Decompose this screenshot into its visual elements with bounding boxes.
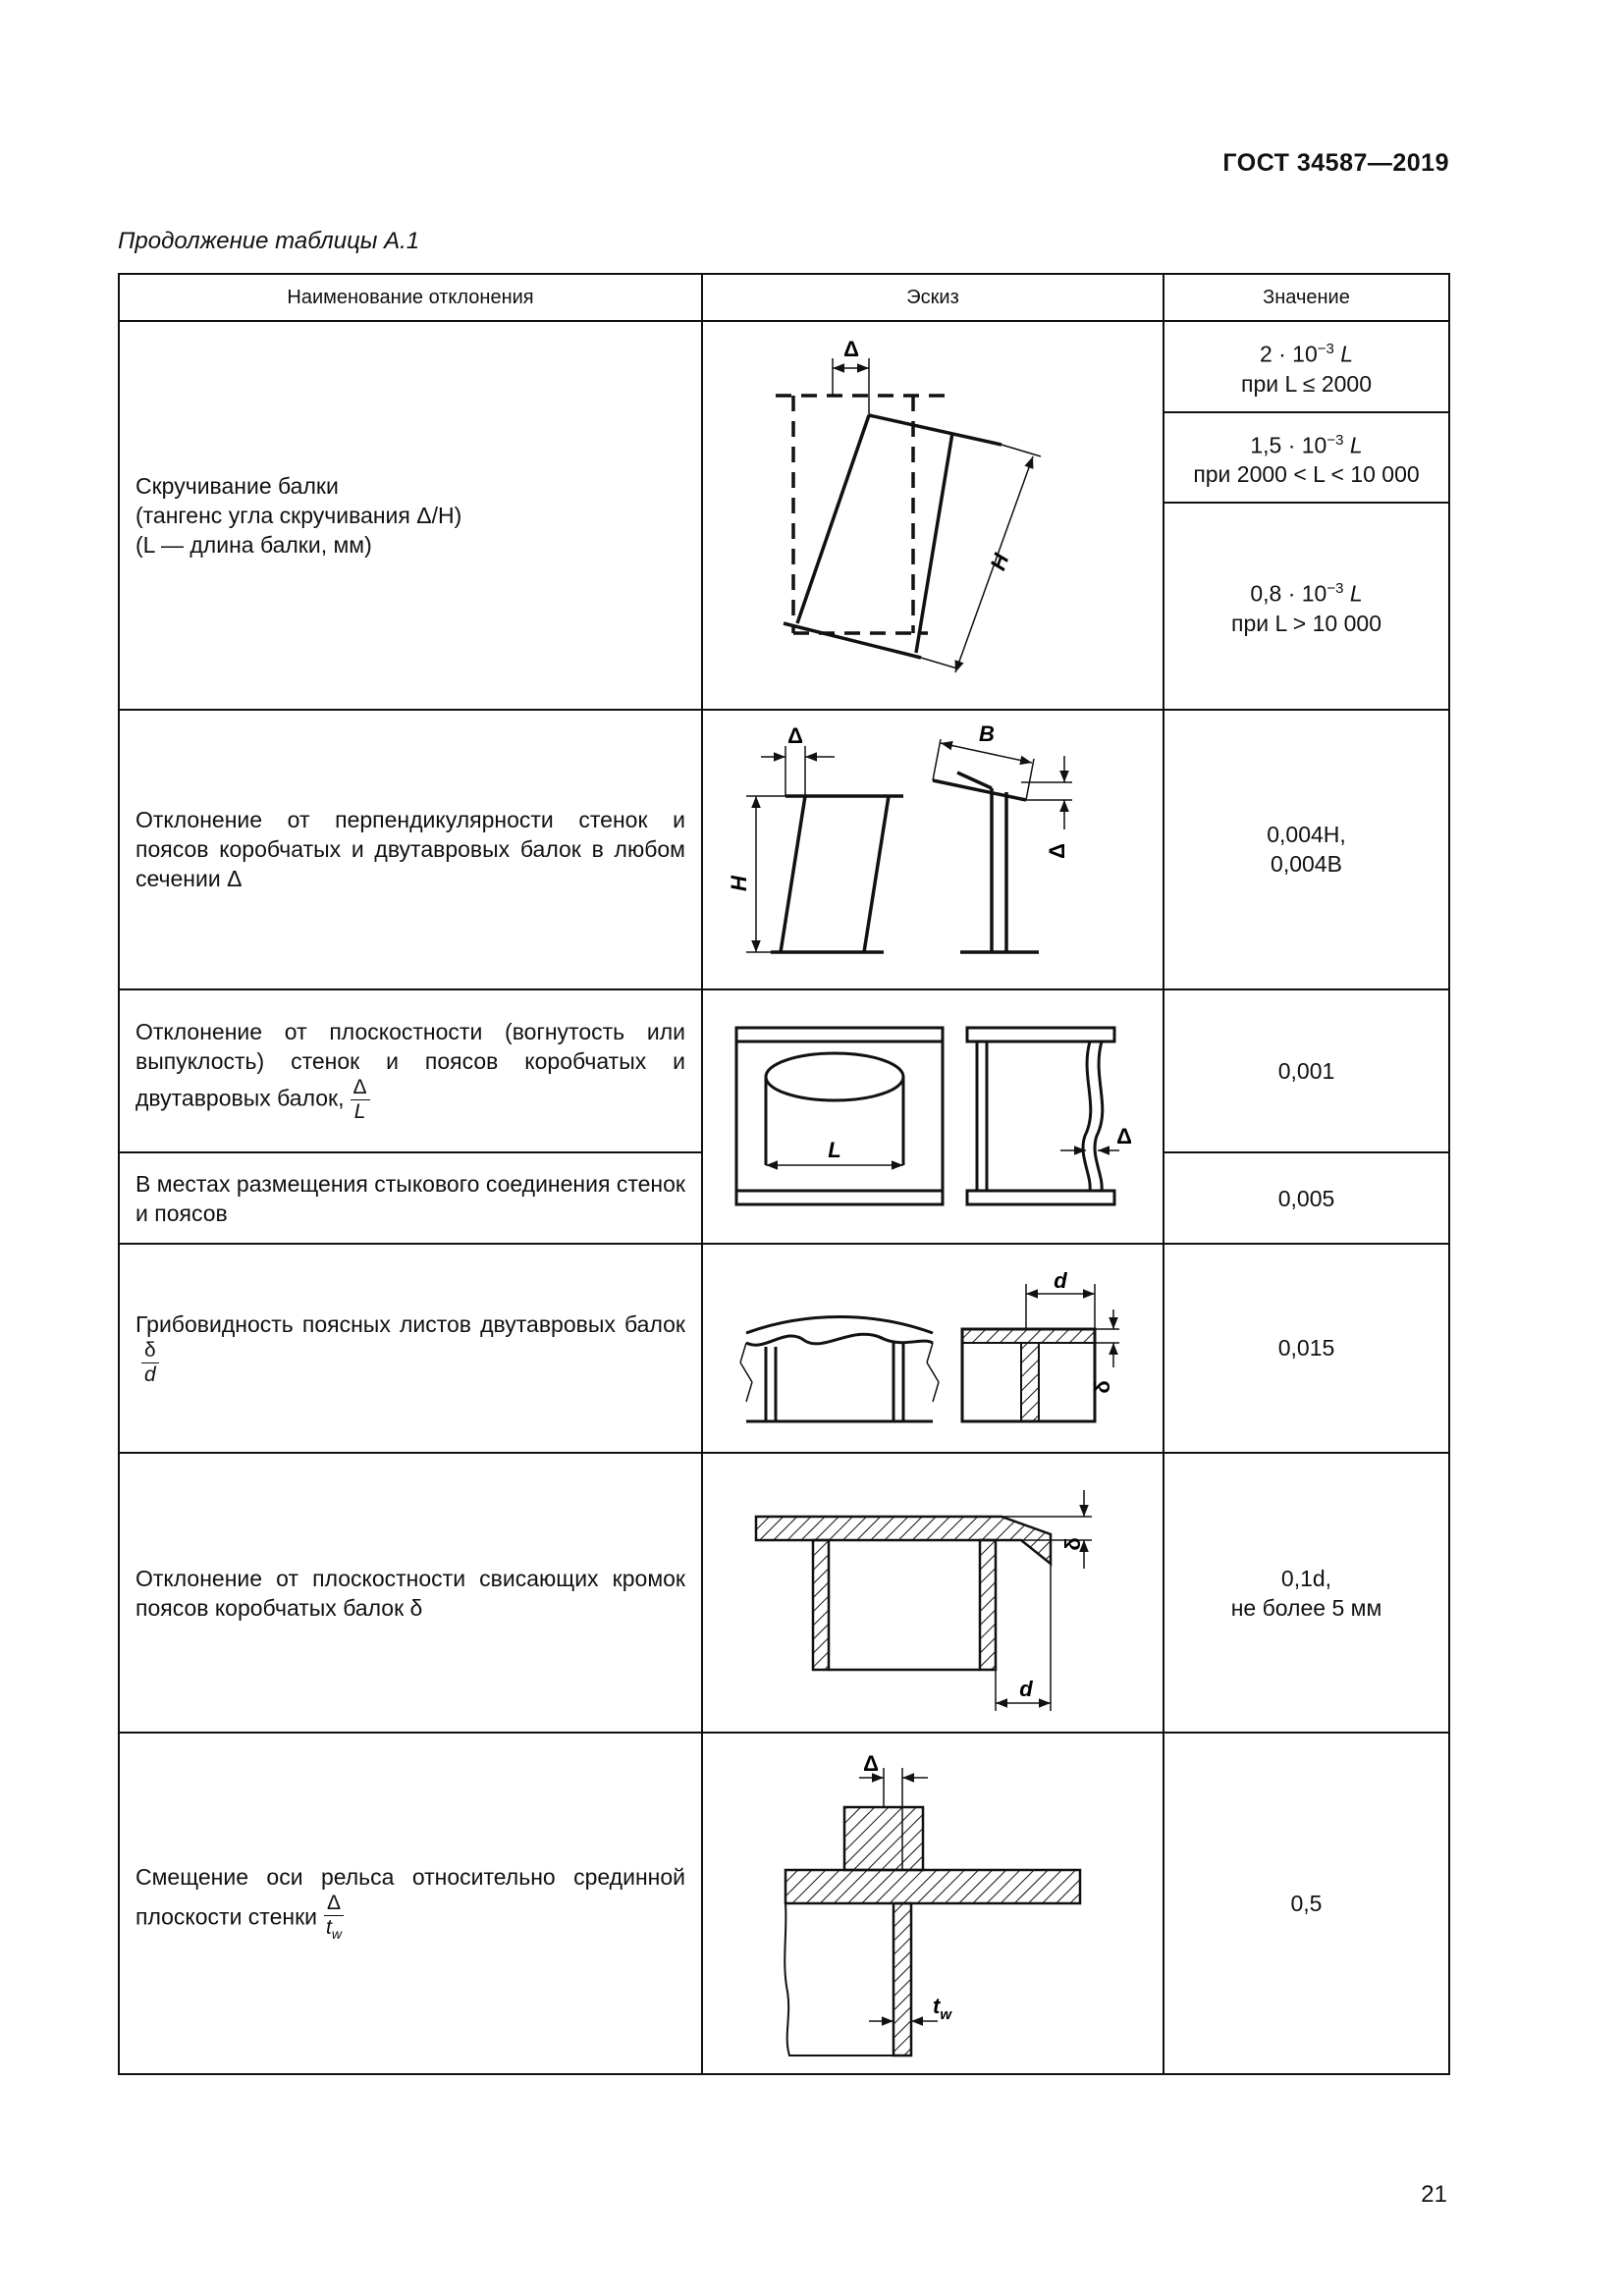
deviation-name — [119, 321, 702, 710]
value-text: 0,004H, — [1267, 822, 1346, 848]
table-row — [119, 1453, 1449, 1733]
value-cell — [1164, 710, 1449, 988]
deviation-table — [118, 273, 1450, 2075]
value-text: 1,5 · 10 — [1250, 432, 1327, 458]
sketch-cell — [702, 321, 1164, 710]
deviation-name: В местах размещения стыкового соединения стенок и поясов — [119, 1152, 702, 1243]
value-text: 0,004B — [1271, 851, 1342, 878]
deviation-name — [119, 1244, 702, 1453]
sketch-cell — [702, 989, 1164, 1244]
value-text: не более 5 мм — [1230, 1594, 1382, 1621]
sketch-cell — [702, 1244, 1164, 1453]
value-cell — [1164, 321, 1449, 411]
name-text: Отклонение от плоскостности (вогнутость или выпуклость) стенок и поясов коробчатых и двутавровых балок, — [135, 1019, 685, 1112]
value-cell — [1164, 1453, 1449, 1733]
rail-offset-sketch — [727, 1746, 1139, 2060]
table-row — [119, 989, 1449, 1153]
perpendicularity-sketch — [727, 721, 1139, 977]
fraction-subscript: w — [331, 1925, 342, 1942]
flange-width-label: d — [1054, 1268, 1067, 1294]
delta-label: δ — [1060, 1536, 1085, 1551]
value-text: 0,1d, — [1280, 1565, 1332, 1591]
name-line: Скручивание балки — [135, 473, 339, 500]
delta-label: Δ — [843, 337, 859, 362]
table-header-row — [119, 274, 1449, 321]
fraction — [351, 1076, 370, 1124]
name-text: Смещение оси рельса относительно срединной плоскости стенки — [135, 1863, 685, 1930]
length-label: L — [828, 1138, 841, 1163]
value-cell — [1164, 503, 1449, 710]
value-cell: 0,001 — [1164, 989, 1449, 1153]
deviation-name — [119, 1733, 702, 2074]
document-id: ГОСТ 34587—2019 — [1222, 149, 1449, 177]
mushroom-sketch — [727, 1255, 1139, 1441]
deviation-name: Отклонение от плоскостности свисающих кромок поясов коробчатых балок δ — [119, 1453, 702, 1733]
value-unit: L — [1349, 432, 1363, 458]
deviation-name — [119, 989, 702, 1153]
value-condition: при L ≤ 2000 — [1241, 370, 1372, 397]
value-condition: при L > 10 000 — [1231, 610, 1381, 636]
value-cell: 0,5 — [1164, 1733, 1449, 2074]
value-cell: 0,015 — [1164, 1244, 1449, 1453]
column-header: Значение — [1164, 274, 1449, 321]
value-cell: 0,005 — [1164, 1152, 1449, 1243]
deviation-name: Отклонение от перпендикулярности стенок и поясов коробчатых и двутавровых балок в любом сечении Δ — [119, 710, 702, 988]
sketch-cell — [702, 1453, 1164, 1733]
overhang-sketch — [727, 1475, 1139, 1711]
column-header: Эскиз — [702, 274, 1164, 321]
table-caption: Продолжение таблицы А.1 — [118, 228, 420, 254]
web-thickness-label: $t_w$ — [933, 1994, 951, 2024]
sketch-cell — [702, 710, 1164, 988]
delta-label: Δ — [1116, 1124, 1132, 1149]
delta-label: δ — [1090, 1380, 1114, 1395]
table-row — [119, 710, 1449, 988]
delta-label: Δ — [1045, 843, 1069, 860]
height-label: H — [985, 550, 1014, 574]
value-cell — [1164, 412, 1449, 503]
height-label: H — [727, 876, 751, 892]
name-line: (L — длина балки, мм) — [135, 532, 372, 559]
delta-label: Δ — [863, 1751, 879, 1777]
value-text: 2 · 10 — [1259, 341, 1318, 367]
fraction-denominator: d — [144, 1362, 156, 1386]
table-row — [119, 1733, 1449, 2074]
flatness-sketch — [727, 1018, 1139, 1214]
table-row — [119, 1244, 1449, 1453]
fraction — [323, 1892, 345, 1946]
delta-label: Δ — [787, 723, 803, 749]
name-line: (тангенс угла скручивания Δ/H) — [135, 503, 462, 529]
table-row — [119, 321, 1449, 411]
value-text: 0,8 · 10 — [1250, 580, 1327, 607]
value-exponent: −3 — [1326, 580, 1344, 598]
value-exponent: −3 — [1326, 431, 1344, 449]
name-text: Грибовидность поясных листов двутавровых балок — [135, 1310, 685, 1337]
value-exponent: −3 — [1317, 341, 1334, 358]
beam-twist-sketch — [756, 329, 1110, 702]
fraction-numerator: Δ — [324, 1892, 344, 1916]
page-number: 21 — [1421, 2181, 1447, 2208]
fraction-numerator: δ — [141, 1339, 159, 1363]
fraction — [141, 1339, 159, 1387]
fraction-numerator: Δ — [351, 1076, 370, 1100]
column-header: Наименование отклонения — [119, 274, 702, 321]
sketch-cell — [702, 1733, 1164, 2074]
fraction-denominator: L — [353, 1100, 366, 1124]
value-unit: L — [1340, 341, 1354, 367]
width-label: B — [979, 721, 995, 747]
value-unit: L — [1349, 580, 1363, 607]
fraction-denominator: t — [326, 1915, 332, 1939]
overhang-width-label: d — [1019, 1676, 1033, 1701]
value-condition: при 2000 < L < 10 000 — [1193, 461, 1420, 488]
